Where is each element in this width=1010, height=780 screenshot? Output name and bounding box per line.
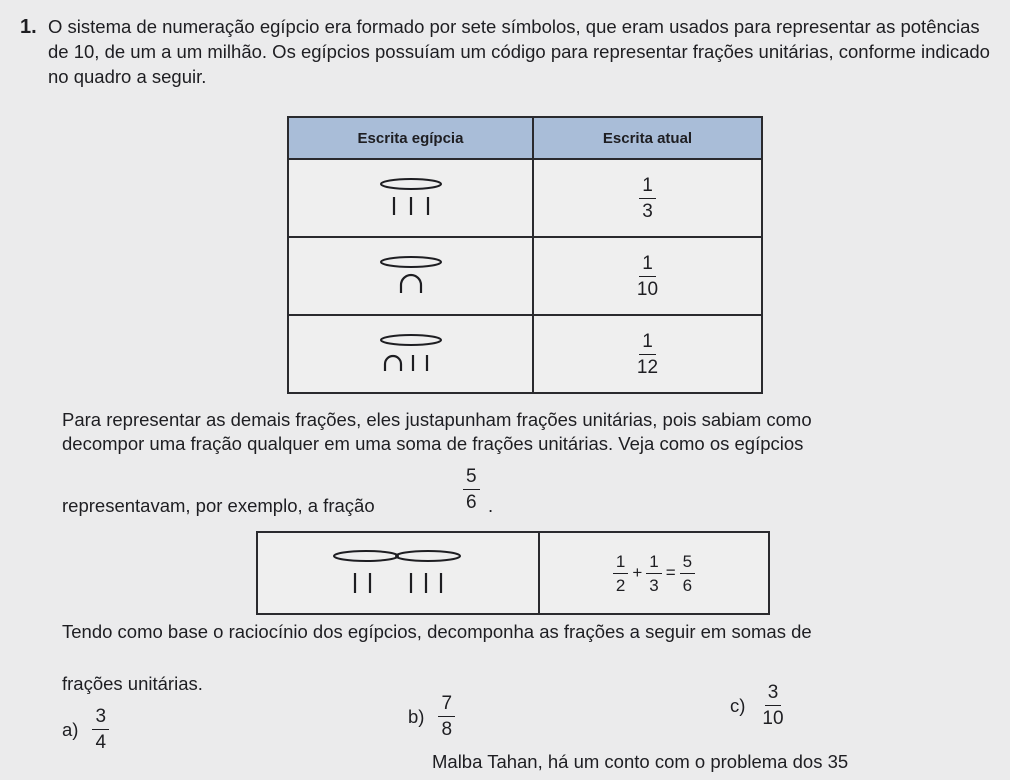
example-glyph-cell [258,533,540,613]
question-intro: O sistema de numeração egípcio era formado por sete símbolos, que eram usados para representar as potências de 10, de um a um milhão. Os egípcios possuíam um código para representar frações unitárias, conforme indicado no quadro a seguir. [48,16,990,87]
numerator: 7 [438,693,455,717]
header-current: Escrita atual [533,117,762,159]
item-label: b) [408,705,425,727]
numerator: 1 [639,253,656,277]
numerator: 1 [639,175,656,199]
item-c [730,682,787,729]
fraction-cell [533,237,762,315]
paragraph-3: representavam, por exemplo, a fração [62,495,375,516]
fraction [634,253,661,300]
denominator: 6 [466,492,477,513]
fraction-cell [533,315,762,393]
glyph-cell [288,315,533,393]
denominator: 10 [636,278,659,300]
inline-fraction [463,466,480,513]
paragraph-2: decompor uma fração qualquer em uma soma de frações unitárias. Veja como os egípcios [62,433,804,454]
glyph-cell [288,237,533,315]
denominator: 2 [615,575,626,595]
fraction-cell [533,159,762,237]
numerator: 5 [463,466,480,490]
fraction [680,552,695,595]
glyph-cell [288,159,533,237]
denominator: 4 [95,732,107,753]
cut-off-text: Malba Tahan, há um conto com o problema dos 35 [432,751,849,772]
ro-three-strokes-icon [376,177,446,219]
item-b [408,693,455,740]
inline-fraction-period: . [488,495,494,516]
example-box [256,531,770,615]
fraction [646,552,661,595]
fraction [92,706,109,753]
denominator: 10 [762,708,784,729]
numerator: 1 [639,331,656,355]
paragraph-1: Para representar as demais frações, eles justapunham frações unitárias, pois sabiam como [62,409,812,430]
equals-sign: = [665,563,676,582]
ro-heel-bone-icon [376,255,446,297]
table-row [288,315,762,393]
question-number: 1. [20,16,37,38]
ro-two-plus-three-strokes-icon [258,533,534,609]
table-row [288,237,762,315]
numerator: 1 [613,552,628,574]
denominator: 3 [649,575,659,595]
task-line-1: Tendo como base o raciocínio dos egípcios, decomponha as frações a seguir em somas de [62,621,812,642]
plus-sign: + [632,563,643,582]
table-row [288,159,762,237]
item-a [62,706,109,753]
unit-fraction-table [287,116,763,394]
numerator: 5 [680,552,695,574]
denominator: 6 [682,575,693,595]
fraction [438,693,455,740]
numerator: 3 [92,706,109,730]
item-label: c) [730,694,746,716]
denominator: 3 [642,200,653,222]
fraction [759,682,786,729]
item-label: a) [62,718,79,740]
table-header-row [288,117,762,159]
header-egyptian: Escrita egípcia [288,117,533,159]
denominator: 12 [636,356,659,378]
fraction [613,552,628,595]
task-line-2: frações unitárias. [62,673,203,694]
fraction [634,331,661,378]
ro-heel-bone-two-strokes-icon [371,333,451,375]
example-equation [540,533,768,613]
fraction [639,175,656,222]
numerator: 3 [765,682,782,706]
denominator: 8 [441,719,453,740]
numerator: 1 [646,552,661,574]
